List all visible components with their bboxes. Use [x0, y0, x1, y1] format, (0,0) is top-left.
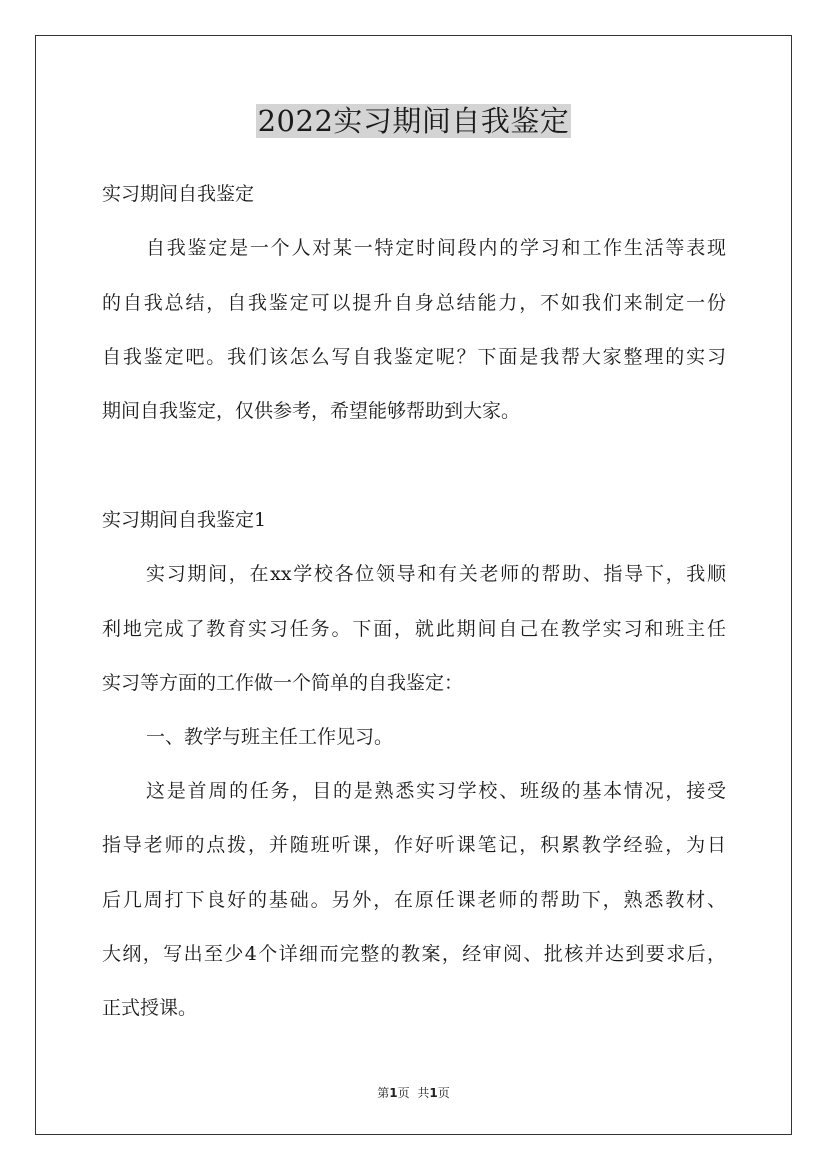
para2-line: 正式授课。 [102, 997, 198, 1019]
footer-total-prefix: 共 [417, 1086, 430, 1100]
footer-page-prefix: 第 [377, 1086, 390, 1100]
footer-total-suffix: 页 [437, 1086, 450, 1100]
footer-page-number: 1 [389, 1086, 398, 1100]
title-text: 2022实习期间自我鉴定 [257, 104, 570, 138]
document-title [0, 100, 827, 142]
para1-line: 实习期间，在xx学校各位领导和有关老师的帮助、指导下，我顺 [146, 563, 726, 585]
footer-page-suffix: 页 [397, 1086, 410, 1100]
intro-line: 自我鉴定吧。我们该怎么写自我鉴定呢？下面是我帮大家整理的实习 [102, 346, 726, 368]
footer-total-number: 1 [429, 1086, 438, 1100]
para2-line: 后几周打下良好的基础。另外，在原任课老师的帮助下，熟悉教材、 [102, 889, 726, 911]
page-footer [0, 1084, 827, 1101]
para1-line: 利地完成了教育实习任务。下面，就此期间自己在教学实习和班主任 [102, 618, 726, 640]
para2-line: 大纲，写出至少4个详细而完整的教案，经审阅、批核并达到要求后， [102, 943, 726, 965]
para2-line: 这是首周的任务，目的是熟悉实习学校、班级的基本情况，接受 [146, 780, 726, 802]
heading-2: 实习期间自我鉴定1 [102, 509, 267, 531]
intro-line: 的自我总结，自我鉴定可以提升自身总结能力，不如我们来制定一份 [102, 292, 726, 314]
section-heading: 一、教学与班主任工作见习。 [146, 726, 394, 748]
intro-line: 自我鉴定是一个人对某一特定时间段内的学习和工作生活等表现 [146, 237, 726, 259]
intro-line: 期间自我鉴定，仅供参考，希望能够帮助到大家。 [102, 400, 521, 422]
heading-1: 实习期间自我鉴定 [102, 183, 255, 205]
para1-line: 实习等方面的工作做一个简单的自我鉴定： [102, 672, 464, 694]
para2-line: 指导老师的点拨，并随班听课，作好听课笔记，积累教学经验，为日 [102, 834, 726, 856]
